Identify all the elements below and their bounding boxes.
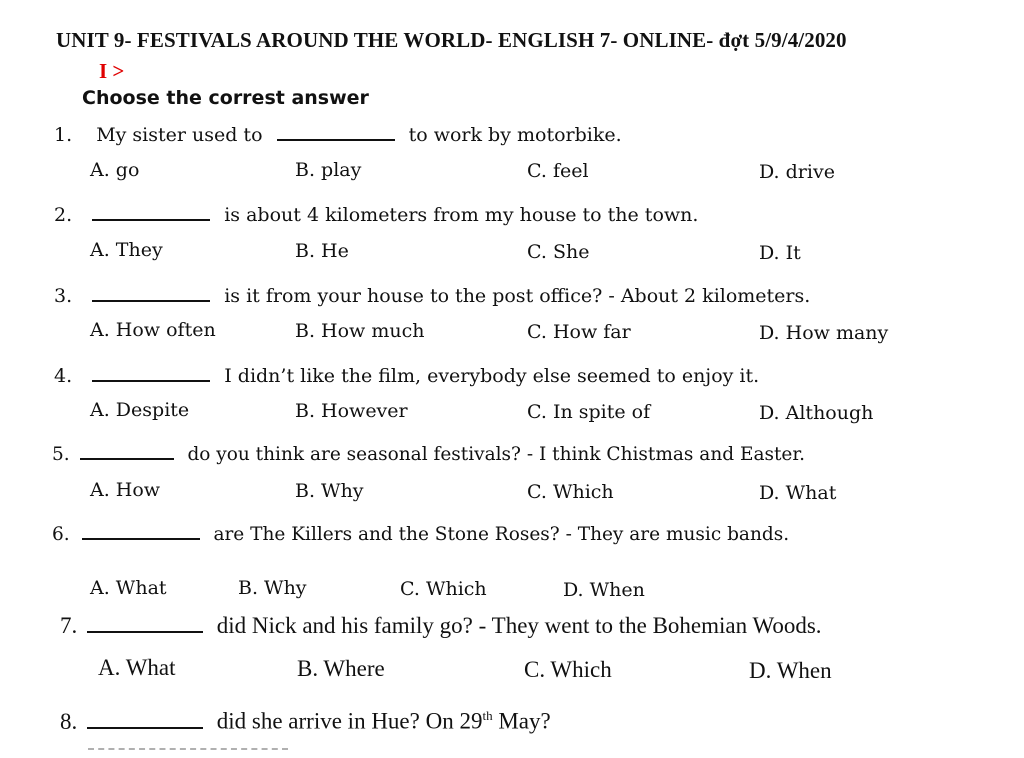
option-d[interactable]: D. drive <box>759 161 835 183</box>
question-number: 1. <box>54 124 73 146</box>
option-c[interactable]: C. In spite of <box>527 401 651 423</box>
question-number: 3. <box>54 285 73 307</box>
question-number: 5. <box>52 444 70 465</box>
worksheet-title: UNIT 9- FESTIVALS AROUND THE WORLD- ENGLISH 7- ONLINE- đợt 5/9/4/2020 <box>56 28 847 52</box>
question-text: do you think are seasonal festivals? - I think Chistmas and Easter. <box>187 444 806 465</box>
answer-blank[interactable] <box>92 286 210 302</box>
question-text: I didn’t like the film, everybody else seemed to enjoy it. <box>224 365 760 387</box>
answer-blank[interactable] <box>277 125 395 141</box>
instruction: Choose the correst answer <box>82 87 369 109</box>
option-a[interactable]: A. go <box>90 159 140 181</box>
question-3 <box>54 285 810 307</box>
question-number: 7. <box>60 613 78 638</box>
answer-blank[interactable] <box>92 366 210 382</box>
option-d[interactable]: D. What <box>759 482 837 504</box>
section-label: I > <box>99 59 125 83</box>
option-d[interactable]: D. Although <box>759 402 874 424</box>
option-b[interactable]: B. Why <box>238 577 307 599</box>
option-b[interactable]: B. Where <box>297 656 385 681</box>
option-b[interactable]: B. However <box>295 400 408 422</box>
question-text: is about 4 kilometers from my house to the town. <box>224 204 699 226</box>
option-d[interactable]: D. It <box>759 242 801 264</box>
ordinal-suffix: th <box>482 708 493 723</box>
option-a[interactable]: A. What <box>98 655 176 680</box>
question-number: 8. <box>60 708 78 734</box>
option-b[interactable]: B. He <box>295 240 349 262</box>
question-number: 6. <box>52 524 70 545</box>
question-text-before: My sister used to <box>96 124 263 146</box>
question-8 <box>60 708 551 735</box>
option-c[interactable]: C. feel <box>527 160 589 182</box>
option-b[interactable]: B. How much <box>295 320 425 342</box>
question-1 <box>54 124 622 146</box>
option-d[interactable]: D. When <box>749 658 832 683</box>
question-number: 2. <box>54 204 73 226</box>
option-c[interactable]: C. Which <box>527 481 614 503</box>
question-number: 4. <box>54 365 73 387</box>
option-a[interactable]: A. They <box>90 239 163 261</box>
option-a[interactable]: A. How often <box>90 319 216 341</box>
question-4 <box>54 365 759 387</box>
question-text-end: May? <box>492 708 551 734</box>
option-c[interactable]: C. How far <box>527 321 631 343</box>
option-c[interactable]: C. Which <box>400 578 487 600</box>
answer-blank[interactable] <box>82 524 200 540</box>
option-b[interactable]: B. Why <box>295 480 364 502</box>
option-a[interactable]: A. Despite <box>90 399 190 421</box>
question-text: to work by motorbike. <box>408 124 622 146</box>
option-c[interactable]: C. Which <box>524 657 612 682</box>
question-7 <box>60 613 822 639</box>
answer-blank[interactable] <box>80 444 174 460</box>
option-d[interactable]: D. When <box>563 579 645 601</box>
option-b[interactable]: B. play <box>295 159 362 181</box>
option-c[interactable]: C. She <box>527 241 590 263</box>
question-text: did Nick and his family go? - They went to the Bohemian Woods. <box>216 613 822 638</box>
question-6 <box>52 524 789 545</box>
question-text: did she arrive in Hue? On 29 <box>216 708 483 734</box>
question-5 <box>52 444 805 465</box>
question-2 <box>54 204 698 226</box>
option-a[interactable]: A. How <box>90 479 161 501</box>
answer-blank[interactable] <box>92 205 210 221</box>
question-text: are The Killers and the Stone Roses? - They are music bands. <box>213 524 790 545</box>
cut-off-options-line <box>88 748 288 753</box>
option-a[interactable]: A. What <box>90 577 167 599</box>
option-d[interactable]: D. How many <box>759 322 889 344</box>
answer-blank[interactable] <box>87 713 203 729</box>
question-text: is it from your house to the post office? - About 2 kilometers. <box>224 285 811 307</box>
answer-blank[interactable] <box>87 617 203 633</box>
